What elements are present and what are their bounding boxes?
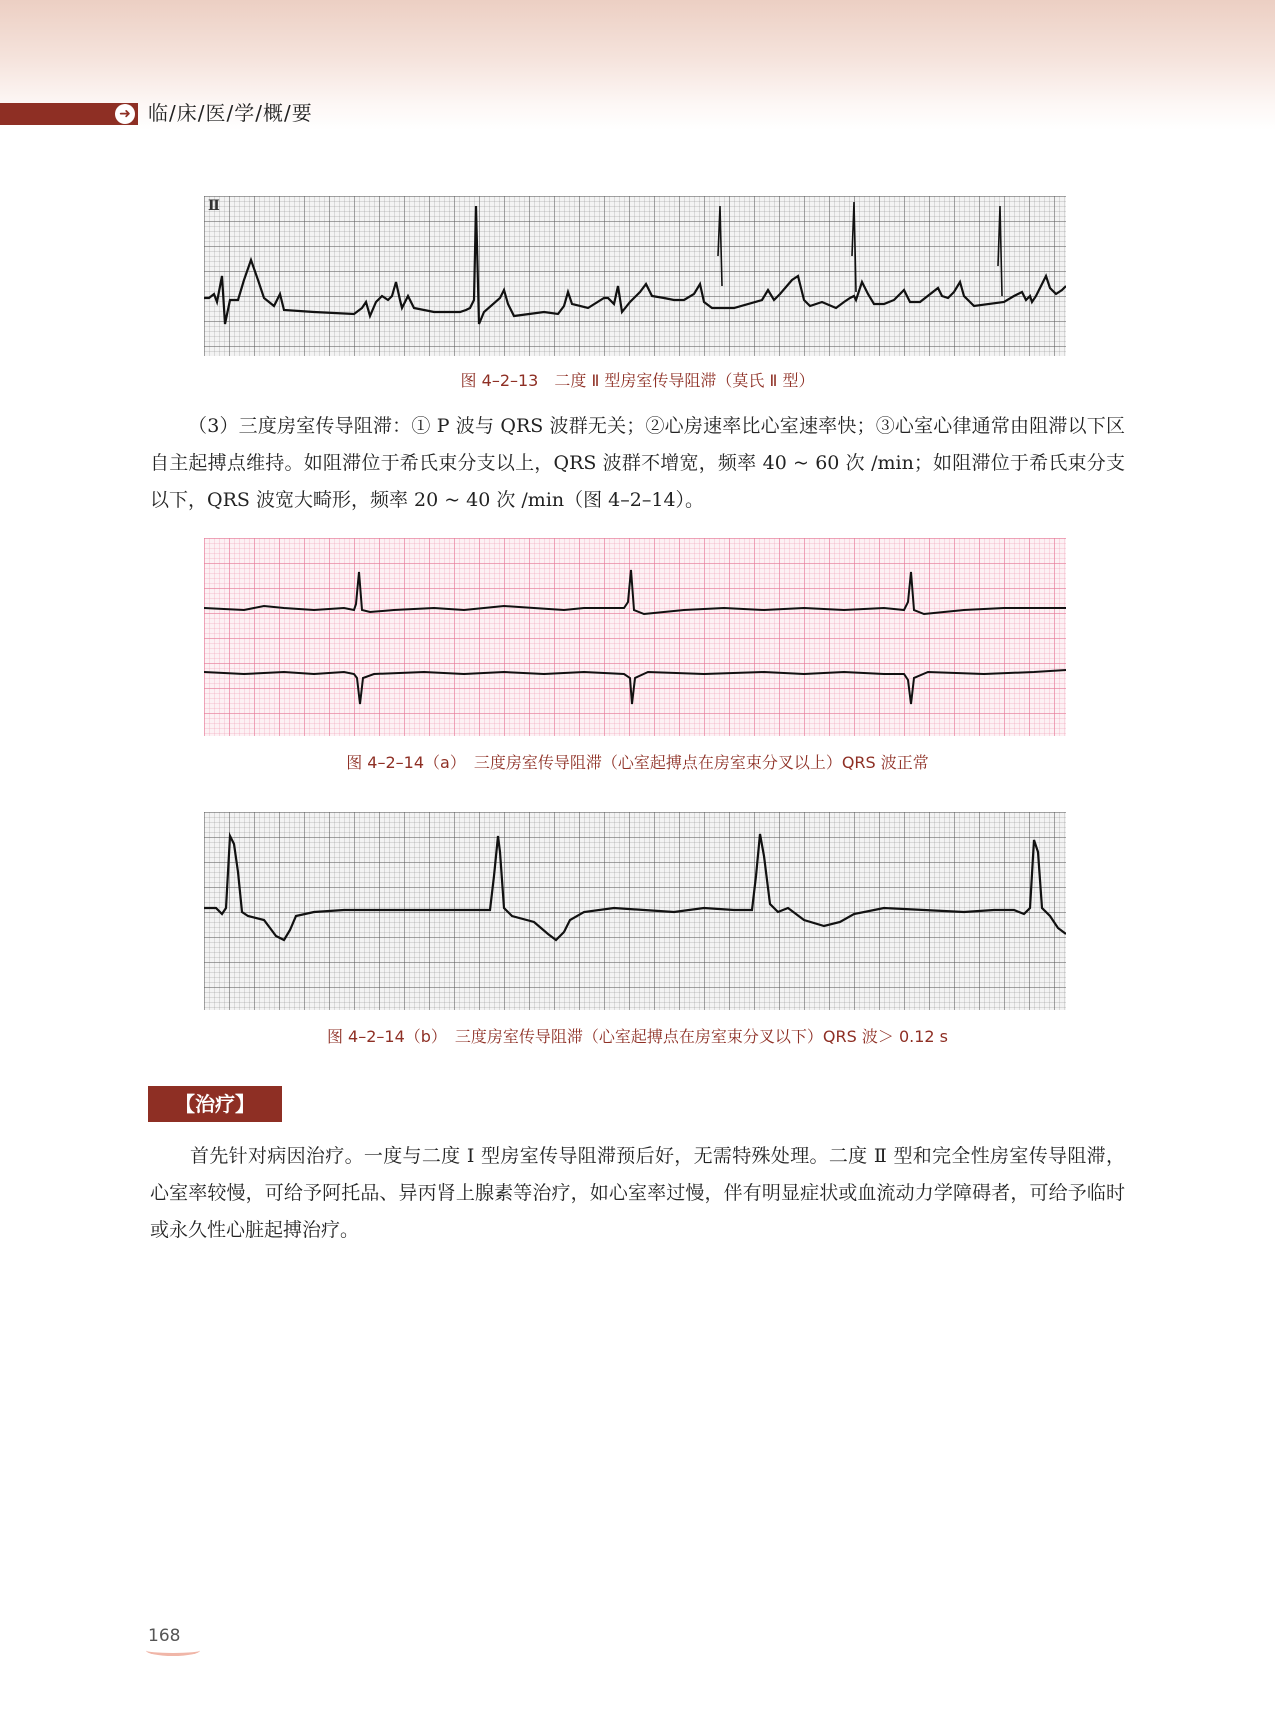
- arrow-right-icon: ➜: [115, 104, 135, 124]
- book-title: 临/床/医/学/概/要: [148, 101, 313, 125]
- ecg-trace-4-2-14a: [204, 538, 1066, 736]
- page-number-decoration: [146, 1645, 200, 1656]
- figure-caption-4-2-13: 图 4–2–13 二度 Ⅱ 型房室传导阻滞（莫氏 Ⅱ 型）: [460, 371, 815, 390]
- ecg-figure-4-2-14a: [204, 538, 1066, 736]
- figure-caption-4-2-14a: 图 4–2–14（a） 三度房室传导阻滞（心室起搏点在房室束分叉以上）QRS 波正常: [346, 753, 929, 772]
- figure-caption-4-2-14b: 图 4–2–14（b） 三度房室传导阻滞（心室起搏点在房室束分叉以下）QRS 波＞ 0.12 s: [326, 1027, 949, 1046]
- section-heading-treatment: 【治疗】: [148, 1086, 282, 1122]
- ecg-figure-4-2-13: [204, 196, 1066, 356]
- lead-label: Ⅱ: [208, 198, 220, 214]
- page-number: 168: [148, 1626, 181, 1646]
- paragraph-third-degree-av-block: （3）三度房室传导阻滞：① P 波与 QRS 波群无关；②心房速率比心室速率快；③心室心律通常由阻滞以下区自主起搏点维持。如阻滞位于希氏束分支以上，QRS 波群不增宽，频率 40 ~ 60 次 /min；如阻滞位于希氏束分支以下，QRS 波宽大畸形，频率 20 ~ 40 次 /min（图 4–2–14）。: [150, 415, 1125, 511]
- ecg-trace-4-2-13: [204, 196, 1066, 356]
- ecg-figure-4-2-14b: [204, 812, 1066, 1010]
- ecg-trace-4-2-14b: [204, 812, 1066, 1010]
- paragraph-treatment: 首先针对病因治疗。一度与二度 Ⅰ 型房室传导阻滞预后好，无需特殊处理。二度 Ⅱ 型和完全性房室传导阻滞，心室率较慢，可给予阿托品、异丙肾上腺素等治疗，如心室率过慢，伴有明显症状或血流动力学障碍者，可给予临时或永久性心脏起搏治疗。: [150, 1145, 1125, 1241]
